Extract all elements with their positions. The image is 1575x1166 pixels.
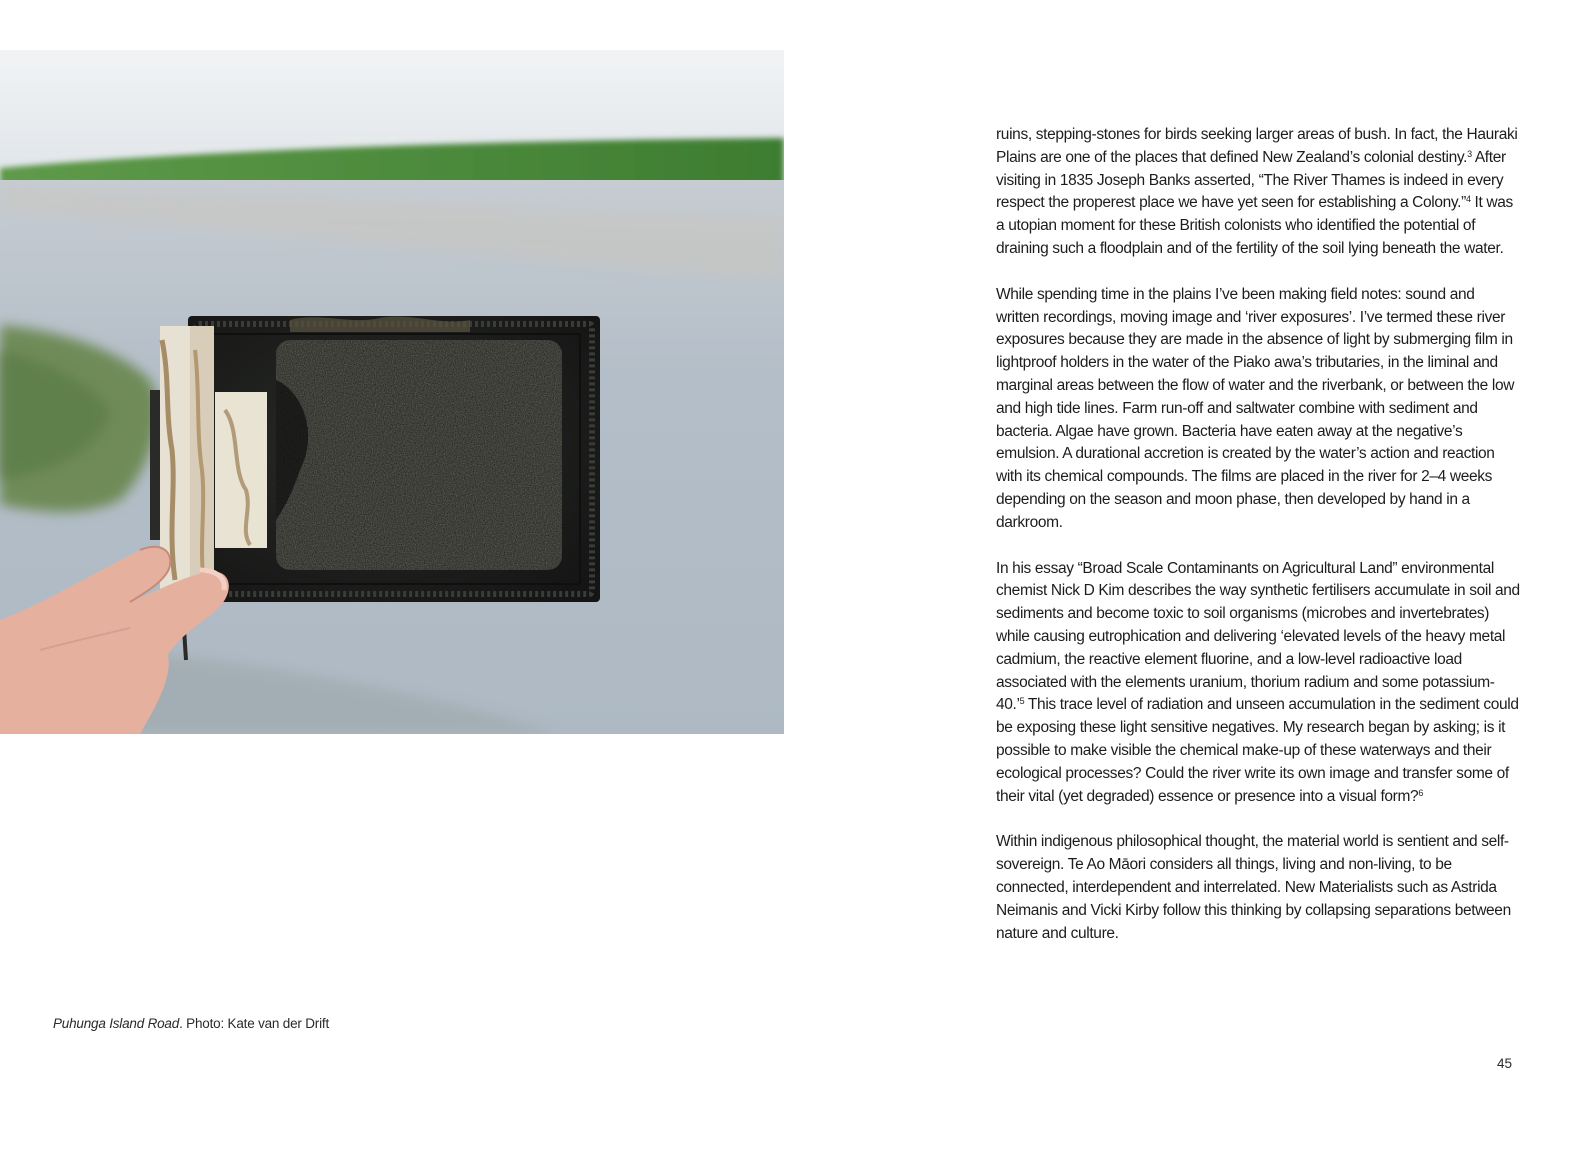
paragraph-1-part-c: It was a utopian moment for these British colonists who identified the potential of draining such a floodplain and of the fertility of the soil lying beneath the water. (996, 194, 1513, 257)
caption-title: Puhunga Island Road (53, 1016, 180, 1031)
page-number: 45 (1497, 1056, 1513, 1071)
footnote-ref-4[interactable]: 4 (1465, 194, 1471, 205)
paragraph-1-part-a: ruins, stepping-stones for birds seeking larger areas of bush. In fact, the Hauraki Plains are one of the places that defined New Zealand’s colonial destiny. (996, 126, 1518, 166)
caption-credit: . Photo: Kate van der Drift (179, 1016, 329, 1031)
paragraph-3-part-b: This trace level of radiation and unseen accumulation in the sediment could be exposing these light sensitive negatives. My research began by asking; is it possible to make visible the chemical make-up of these waterways and their ecological processes? Could the river write its own image and transfer some of their vital (yet degraded) essence or presence into a visual form? (996, 696, 1519, 805)
river-film-holder-image (0, 50, 784, 734)
paragraph-3 (996, 558, 1520, 809)
footnote-ref-6[interactable]: 6 (1418, 787, 1423, 798)
paragraph-1-part-b: After visiting in 1835 Joseph Banks asserted, “The River Thames is indeed in every respect the properest place we have yet seen for establishing a Colony.” (996, 148, 1506, 212)
body-text (996, 124, 1520, 968)
footnote-ref-3[interactable]: 3 (1467, 148, 1472, 159)
paragraph-1 (996, 124, 1520, 261)
footnote-ref-5[interactable]: 5 (1019, 696, 1025, 707)
photo-caption (53, 1016, 329, 1031)
paragraph-2: While spending time in the plains I’ve been making field notes: sound and written recordings, moving image and ‘river exposures’. I’ve termed these river exposures because they are made in the absence of light by submerging film in lightproof holders in the water of the Piako awa’s tributaries, in the liminal and marginal areas between the flow of water and the riverbank, or between the low and high tide lines. Farm run-off and saltwater combine with sediment and bacteria. Algae have grown. Bacteria have eaten away at the negative’s emulsion. A durational accretion is created by the water’s action and reaction with its chemical compounds. The films are placed in the river for 2–4 weeks depending on the season and moon phase, then developed by hand in a darkroom. (996, 285, 1515, 531)
paragraph-3-part-a: In his essay “Broad Scale Contaminants on Agricultural Land” environmental chemist Nick D Kim describes the way synthetic fertilisers accumulate in soil and sediments and become toxic to soil organisms (microbes and invertebrates) while causing eutrophication and delivering ‘elevated levels of the heavy metal cadmium, the reactive element fluorine, and a low-level radioactive load associated with the elements uranium, thorium radium and some potassium-40.’ (996, 559, 1520, 714)
photograph (0, 50, 784, 734)
paragraph-4: Within indigenous philosophical thought, the material world is sentient and self-sovereign. Te Ao Māori considers all things, living and non-living, to be connected, interdependent and interrelated. New Materialists such as Astrida Neimanis and Vicki Kirby follow this thinking by collapsing separations between nature and culture. (996, 833, 1511, 942)
